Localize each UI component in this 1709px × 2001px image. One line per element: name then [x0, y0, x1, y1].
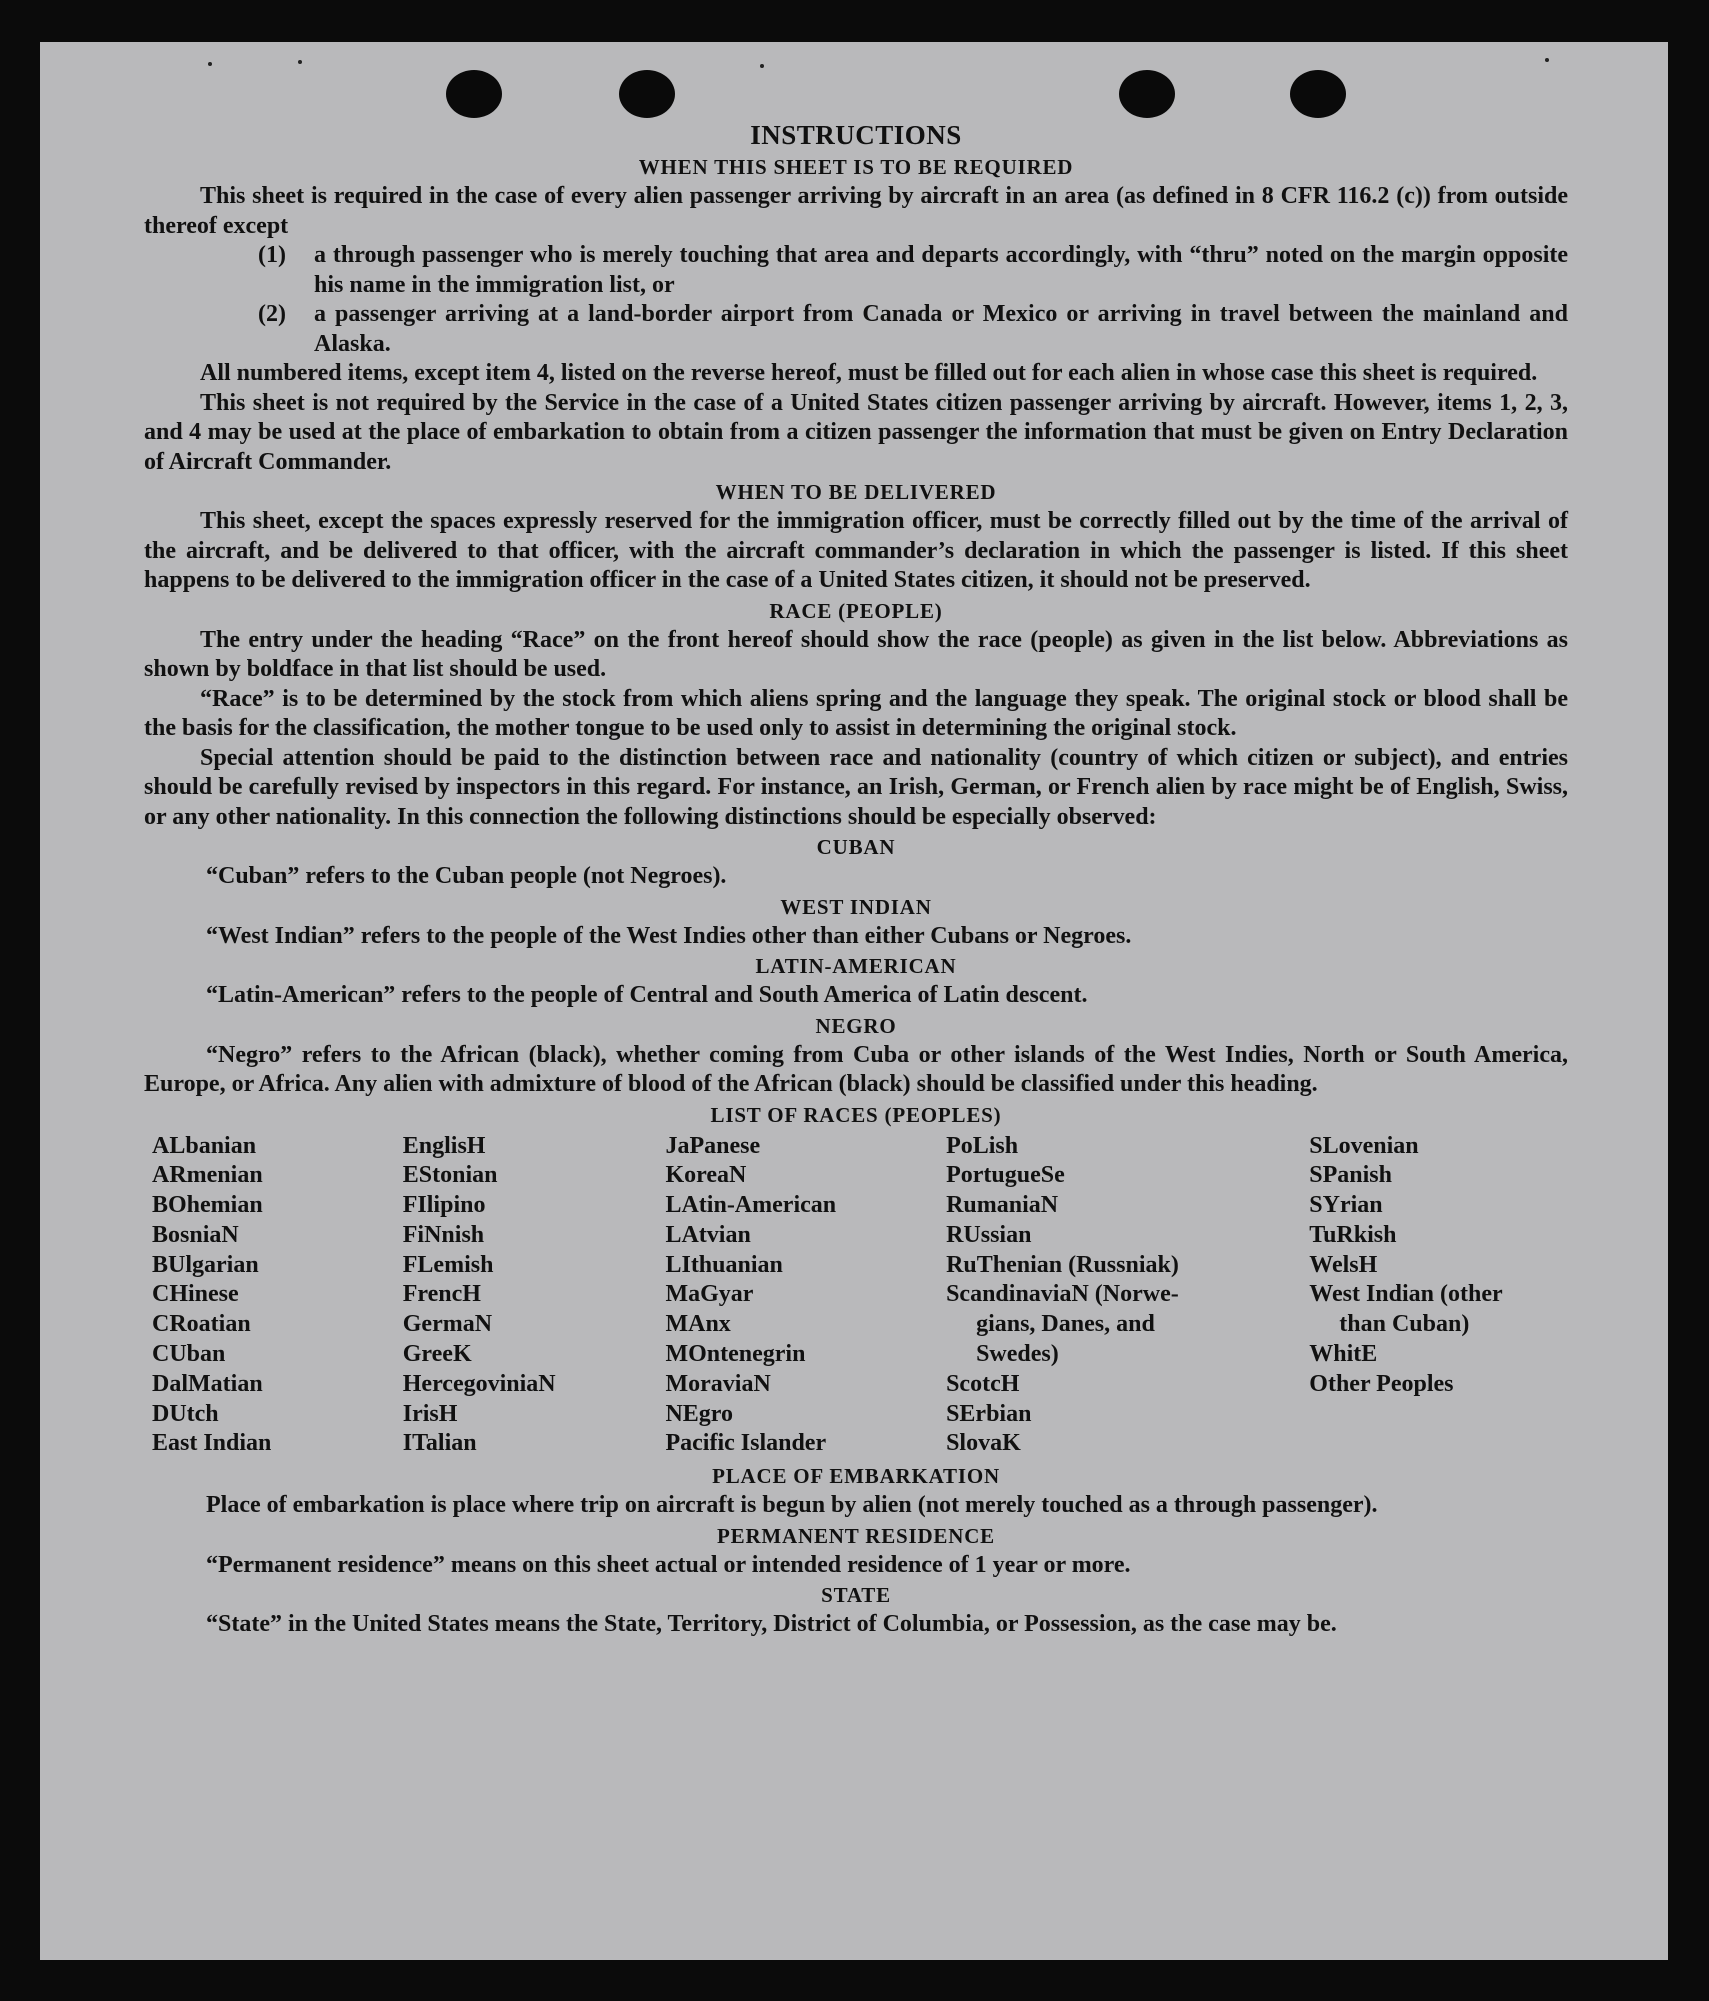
race-item: LIthuanian [665, 1251, 783, 1278]
race-item: gians, Danes, and [976, 1311, 1155, 1338]
race-item: MaGyar [665, 1281, 754, 1308]
speck [1545, 58, 1549, 62]
race-item: NEgro [665, 1400, 734, 1427]
race-item: GermaN [402, 1311, 493, 1338]
paragraph: Special attention should be paid to the distinction between race and nationality (country of which citizen or subject), and entries should be carefully revised by inspectors in this regard. For instance, an Irish, German, or French alien by race might be of English, Swiss, or any other nationality. In this connection the following distinctions should be especially observed: [144, 744, 1568, 830]
race-item: SYrian [1309, 1192, 1383, 1219]
definition-heading: CUBAN [816, 835, 896, 859]
list-text: a through passenger who is merely touching that area and departs accordingly, with “thru” noted on the margin opposite his name in the immigration list, or [314, 242, 1568, 298]
punch-hole [446, 70, 502, 118]
race-item: Swedes) [976, 1341, 1059, 1368]
race-item: FLemish [402, 1251, 494, 1278]
definition-text: “Negro” refers to the African (black), whether coming from Cuba or other islands of the West Indies, North or South America, Europe, or Africa. Any alien with admixture of blood of the African (black) should be classified under this heading. [144, 1041, 1568, 1097]
definition-heading: LATIN-AMERICAN [755, 954, 957, 978]
races-heading: LIST OF RACES (PEOPLES) [710, 1102, 1002, 1127]
race-item: TuRkish [1309, 1221, 1397, 1248]
paragraph: This sheet, except the spaces expressly reserved for the immigration officer, must be correctly filled out by the time of the arrival of the aircraft, and be delivered to that officer, with the aircraft commander’s declaration in which the passenger is listed. If this sheet happens to be delivered to the immigration officer in the case of a United States citizen, it should not be preserved. [144, 508, 1568, 593]
section-heading: PERMANENT RESIDENCE [717, 1523, 995, 1548]
race-item: RuThenian (Russniak) [946, 1251, 1179, 1278]
race-item: West Indian (other [1309, 1281, 1503, 1308]
document-page [40, 42, 1668, 1960]
instructions-content [144, 118, 1568, 1640]
list-text: a passenger arriving at a land-border airport from Canada or Mexico or arriving in travel between the mainland and Alaska. [314, 301, 1568, 357]
race-item: JaPanese [665, 1132, 761, 1159]
speck [208, 62, 212, 66]
race-item: FiNnish [402, 1221, 485, 1248]
race-item: RUssian [946, 1221, 1032, 1248]
punch-hole [1119, 70, 1175, 118]
paragraph: “State” in the United States means the State, Territory, District of Columbia, or Possession, as the case may be. [206, 1611, 1337, 1638]
section-heading: WHEN TO BE DELIVERED [715, 480, 997, 504]
race-item: HercegoviniaN [402, 1370, 556, 1397]
paragraph: “Permanent residence” means on this sheet actual or intended residence of 1 year or more. [206, 1551, 1131, 1578]
list-number: (1) [258, 242, 286, 268]
speck [298, 60, 302, 64]
race-item: BUlgarian [152, 1251, 259, 1278]
race-item: MoraviaN [665, 1370, 771, 1397]
race-item: EnglisH [402, 1132, 486, 1159]
race-item: BOhemian [152, 1192, 263, 1219]
paragraph: All numbered items, except item 4, listed on the reverse hereof, must be filled out for each alien in whose case this sheet is required. [200, 360, 1538, 386]
race-column [665, 1132, 946, 1460]
race-item: CHinese [152, 1281, 239, 1308]
race-item: BosniaN [152, 1221, 239, 1248]
race-item: MAnx [665, 1311, 731, 1338]
race-item: Other Peoples [1309, 1370, 1454, 1397]
paragraph: The entry under the heading “Race” on the front hereof should show the race (people) as given in the list below. Abbreviations as shown by boldface in that list should be used. [144, 626, 1568, 682]
race-item: than Cuban) [1339, 1311, 1470, 1338]
race-item: EStonian [402, 1162, 498, 1189]
race-item: CRoatian [152, 1311, 251, 1338]
paragraph: This sheet is not required by the Service in the case of a United States citizen passenger arriving by aircraft. However, items 1, 2, 3, and 4 may be used at the place of embarkation to obtain from a citizen passenger the information that must be given on Entry Declaration of Aircraft Commander. [144, 389, 1568, 475]
race-column [1309, 1132, 1568, 1460]
race-item: MOntenegrin [665, 1341, 806, 1368]
race-item: SlovaK [946, 1430, 1021, 1457]
list-number: (2) [258, 301, 286, 327]
race-item: GreeK [402, 1341, 472, 1368]
paragraph: This sheet is required in the case of every alien passenger arriving by aircraft in an area (as defined in 8 CFR 116.2 (c)) from outside thereof except [144, 183, 1568, 239]
race-item: ARmenian [152, 1162, 263, 1189]
race-item: PortugueSe [946, 1162, 1065, 1189]
paragraph: “Race” is to be determined by the stock from which aliens spring and the language they speak. The original stock or blood shall be the basis for the classification, the mother tongue to be used only to assist in determining the original stock. [144, 685, 1568, 741]
page-title: INSTRUCTIONS [750, 120, 962, 150]
definition-text: “West Indian” refers to the people of the West Indies other than either Cubans or Negroes. [206, 922, 1132, 949]
race-item: PoLish [946, 1132, 1019, 1159]
race-column [403, 1132, 666, 1460]
race-item: WelsH [1309, 1251, 1378, 1278]
race-item: KoreaN [665, 1162, 747, 1189]
race-item: CUban [152, 1341, 226, 1368]
race-item: ScandinaviaN (Norwe- [946, 1281, 1179, 1308]
race-item: IrisH [402, 1400, 458, 1427]
race-item: ALbanian [152, 1132, 257, 1159]
race-item: RumaniaN [946, 1192, 1059, 1219]
section-heading: WHEN THIS SHEET IS TO BE REQUIRED [638, 155, 1074, 179]
race-item: SLovenian [1309, 1132, 1419, 1159]
race-item: SPanish [1309, 1162, 1392, 1189]
race-item: LAtin-American [665, 1192, 837, 1219]
race-item: FIlipino [402, 1192, 486, 1219]
definition-heading: NEGRO [815, 1013, 897, 1038]
race-item: FrencH [402, 1281, 481, 1308]
race-list [152, 1132, 1568, 1460]
race-item: DUtch [152, 1400, 219, 1427]
race-item: DalMatian [152, 1370, 263, 1397]
list-item [258, 300, 1568, 359]
punch-hole [1290, 70, 1346, 118]
section-heading: RACE (PEOPLE) [769, 598, 943, 623]
paragraph: Place of embarkation is place where trip on aircraft is begun by alien (not merely touched as a through passenger). [206, 1492, 1378, 1519]
race-item: SErbian [946, 1400, 1032, 1427]
race-item: East Indian [152, 1430, 272, 1457]
race-item: Pacific Islander [665, 1430, 827, 1457]
speck [760, 64, 764, 68]
race-column [946, 1132, 1309, 1460]
race-item: WhitE [1309, 1341, 1378, 1368]
section-heading: PLACE OF EMBARKATION [712, 1464, 1000, 1489]
list-item [258, 241, 1568, 300]
definition-text: “Cuban” refers to the Cuban people (not Negroes). [206, 863, 727, 889]
race-item: LAtvian [665, 1221, 751, 1248]
race-item: ScotcH [946, 1370, 1020, 1397]
punch-hole [619, 70, 675, 118]
definition-heading: WEST INDIAN [780, 894, 932, 919]
race-column [152, 1132, 403, 1460]
section-heading: STATE [821, 1583, 891, 1608]
definition-text: “Latin-American” refers to the people of Central and South America of Latin descent. [206, 982, 1088, 1008]
race-item: ITalian [402, 1430, 477, 1457]
